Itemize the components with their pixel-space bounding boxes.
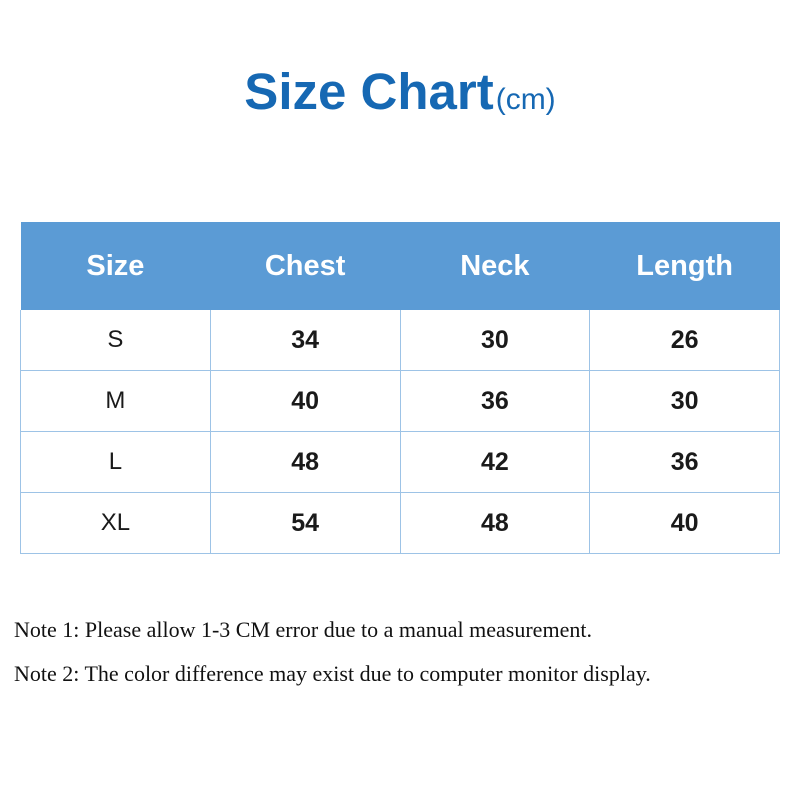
table-row <box>21 371 780 432</box>
size-table-body <box>21 310 780 554</box>
cell-size: M <box>21 371 211 432</box>
table-row <box>21 432 780 493</box>
table-row <box>21 310 780 371</box>
cell-length: 36 <box>590 432 780 493</box>
size-table-container <box>20 222 780 554</box>
cell-size: XL <box>21 493 211 554</box>
table-row <box>21 493 780 554</box>
page-title <box>0 0 800 121</box>
cell-chest: 48 <box>210 432 400 493</box>
cell-chest: 34 <box>210 310 400 371</box>
column-header-size: Size <box>21 222 211 310</box>
cell-length: 26 <box>590 310 780 371</box>
note-line-1: Note 1: Please allow 1-3 CM error due to a manual measurement. <box>14 617 592 642</box>
cell-chest: 40 <box>210 371 400 432</box>
column-header-length: Length <box>590 222 780 310</box>
column-header-neck: Neck <box>400 222 590 310</box>
cell-neck: 48 <box>400 493 590 554</box>
column-header-chest: Chest <box>210 222 400 310</box>
cell-length: 30 <box>590 371 780 432</box>
cell-neck: 42 <box>400 432 590 493</box>
notes-block <box>14 608 794 696</box>
cell-neck: 30 <box>400 310 590 371</box>
cell-size: S <box>21 310 211 371</box>
cell-size: L <box>21 432 211 493</box>
cell-chest: 54 <box>210 493 400 554</box>
cell-neck: 36 <box>400 371 590 432</box>
page-title-text: Size Chart <box>244 63 494 120</box>
cell-length: 40 <box>590 493 780 554</box>
size-table <box>20 222 780 554</box>
size-table-head <box>21 222 780 310</box>
note-line-2: Note 2: The color difference may exist due to computer monitor display. <box>14 661 651 686</box>
page-title-unit: (cm) <box>495 83 556 116</box>
table-header-row <box>21 222 780 310</box>
